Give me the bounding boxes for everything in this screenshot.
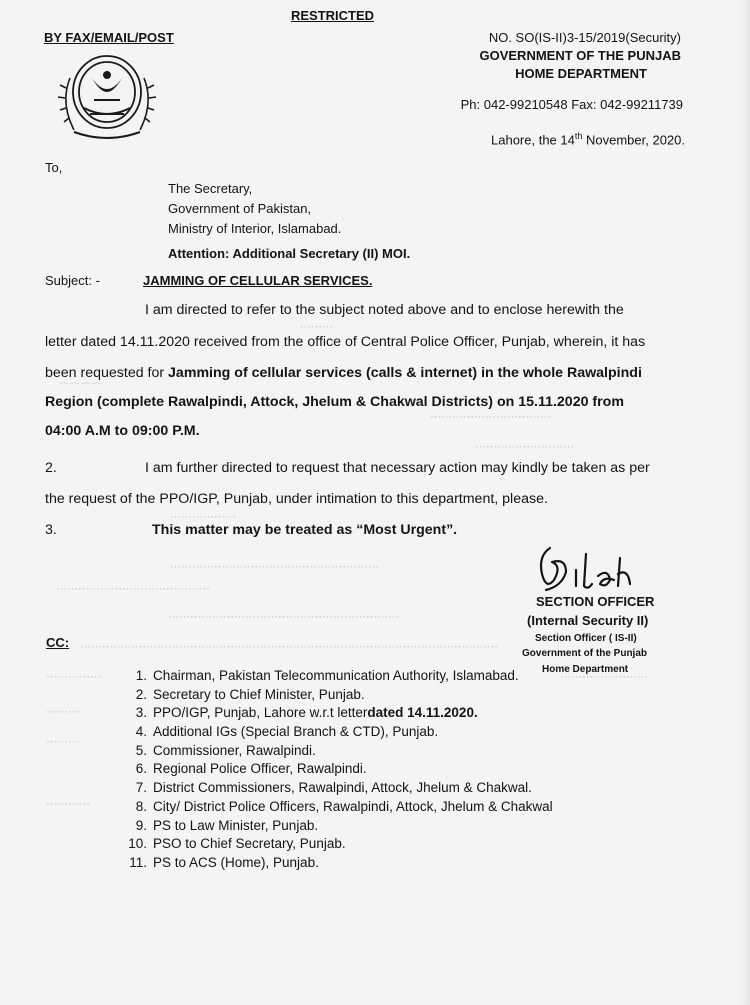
stamp-line-1: Section Officer ( IS-II)	[535, 633, 637, 644]
bleed-through-mark: ⋯⋯⋯⋯⋯⋯⋯⋯⋯⋯⋯⋯⋯⋯⋯⋯⋯⋯⋯	[170, 561, 379, 573]
bleed-through-mark: ⋯⋯⋯⋯⋯	[46, 671, 101, 683]
cc-item: 11. PS to ACS (Home), Punjab.	[129, 854, 319, 870]
bleed-through-mark: ⋯⋯⋯	[46, 736, 79, 748]
cc-item: 4. Additional IGs (Special Branch & CTD), Punjab.	[135, 724, 439, 740]
department-name: HOME DEPARTMENT	[515, 66, 647, 81]
delivery-mode: BY FAX/EMAIL/POST	[44, 30, 174, 45]
page-edge-shadow	[740, 0, 750, 1005]
salutation-to: To,	[45, 160, 63, 175]
cc-item: 6. Regional Police Officer, Rawalpindi.	[135, 761, 367, 777]
bleed-through-mark: ⋯⋯⋯⋯⋯⋯⋯⋯	[560, 671, 648, 683]
signatory-unit: (Internal Security II)	[527, 613, 649, 628]
bleed-through-mark: ⋯⋯⋯⋯⋯⋯⋯⋯⋯⋯⋯	[430, 411, 551, 423]
paragraph-1-line-3: been requested for Jamming of cellular services (calls & internet) in the whole Rawalpindi	[45, 365, 642, 381]
letter-date: Lahore, the 14th November, 2020.	[491, 131, 685, 148]
bleed-through-mark: ⋯⋯⋯⋯	[46, 798, 90, 810]
signature-scrawl	[532, 540, 652, 602]
paragraph-1-line-5: 04:00 A.M to 09:00 P.M.	[45, 423, 200, 439]
paragraph-3-number: 3.	[45, 522, 57, 538]
crest-icon	[52, 48, 162, 144]
addressee-line-1: The Secretary,	[168, 181, 253, 196]
paragraph-1-line-1: I am directed to refer to the subject noted above and to enclose herewith the	[145, 302, 624, 318]
addressee-line-3: Ministry of Interior, Islamabad.	[168, 221, 342, 236]
stamp-line-2: Government of the Punjab	[522, 648, 648, 659]
bleed-through-mark: ⋯⋯⋯	[300, 321, 333, 333]
subject-text: JAMMING OF CELLULAR SERVICES.	[143, 273, 373, 288]
bleed-through-mark: ⋯⋯⋯⋯⋯⋯⋯⋯⋯	[475, 441, 574, 453]
cc-list	[118, 667, 553, 873]
cc-item: 9. PS to Law Minister, Punjab.	[135, 817, 319, 833]
paragraph-2-number: 2.	[45, 460, 57, 476]
signatory-title: SECTION OFFICER	[536, 594, 655, 609]
paragraph-2-line-2: the request of the PPO/IGP, Punjab, under intimation to this department, please.	[45, 491, 548, 507]
cc-item: 8. City/ District Police Officers, Rawalpindi, Attock, Jhelum & Chakwal	[135, 798, 553, 814]
bleed-through-mark: ⋯⋯⋯⋯⋯⋯⋯⋯⋯⋯⋯⋯⋯⋯⋯⋯⋯⋯⋯⋯⋯	[168, 611, 399, 623]
bleed-through-mark: ⌒⌒⌒⌒	[58, 383, 102, 395]
reference-number: NO. SO(IS-II)3-15/2019(Security)	[488, 30, 681, 45]
paragraph-3-text: This matter may be treated as “Most Urgent”.	[152, 522, 458, 538]
stamp-line-3: Home Department	[542, 664, 629, 675]
addressee-line-2: Government of Pakistan,	[168, 201, 312, 216]
subject-label: Subject: -	[45, 273, 100, 288]
attention-line: Attention: Additional Secretary (II) MOI.	[168, 246, 411, 261]
paragraph-2-line-1: I am further directed to request that necessary action may kindly be taken as per	[145, 460, 650, 476]
cc-item: 1. Chairman, Pakistan Telecommunication Authority, Islamabad.	[135, 668, 519, 683]
cc-item: 2. Secretary to Chief Minister, Punjab.	[135, 686, 365, 702]
bleed-through-mark: ⋯⋯⋯⋯⋯⋯⋯⋯⋯⋯⋯⋯⋯⋯	[56, 583, 210, 595]
cc-label: CC:	[46, 635, 70, 650]
cc-item: 3. PPO/IGP, Punjab, Lahore w.r.t letter dated 14.11.2020.	[135, 705, 478, 721]
cc-item: 5. Commissioner, Rawalpindi.	[135, 742, 316, 758]
bleed-through-mark: ⋯⋯⋯⋯⋯⋯	[170, 511, 236, 523]
cc-item: 7. District Commissioners, Rawalpindi, Attock, Jhelum & Chakwal.	[135, 780, 532, 796]
phone-fax: Ph: 042-99210548 Fax: 042-99211739	[460, 97, 683, 112]
bleed-through-mark: ⋯⋯⋯⋯⋯⋯⋯⋯⋯⋯⋯⋯⋯⋯⋯⋯⋯⋯⋯⋯⋯⋯⋯⋯⋯⋯⋯⋯⋯⋯⋯⋯⋯⋯⋯⋯⋯⋯	[80, 641, 498, 653]
paragraph-1-line-4: Region (complete Rawalpindi, Attock, Jhelum & Chakwal Districts) on 15.11.2020 from	[45, 394, 624, 410]
government-name: GOVERNMENT OF THE PUNJAB	[479, 48, 681, 63]
cc-item: 10. PSO to Chief Secretary, Punjab.	[128, 836, 346, 852]
paragraph-1-line-2: letter dated 14.11.2020 received from the office of Central Police Officer, Punjab, wherein, it has	[45, 334, 646, 350]
bleed-through-mark: ⋯⋯⋯	[46, 706, 79, 718]
classification-label: RESTRICTED	[291, 8, 375, 23]
